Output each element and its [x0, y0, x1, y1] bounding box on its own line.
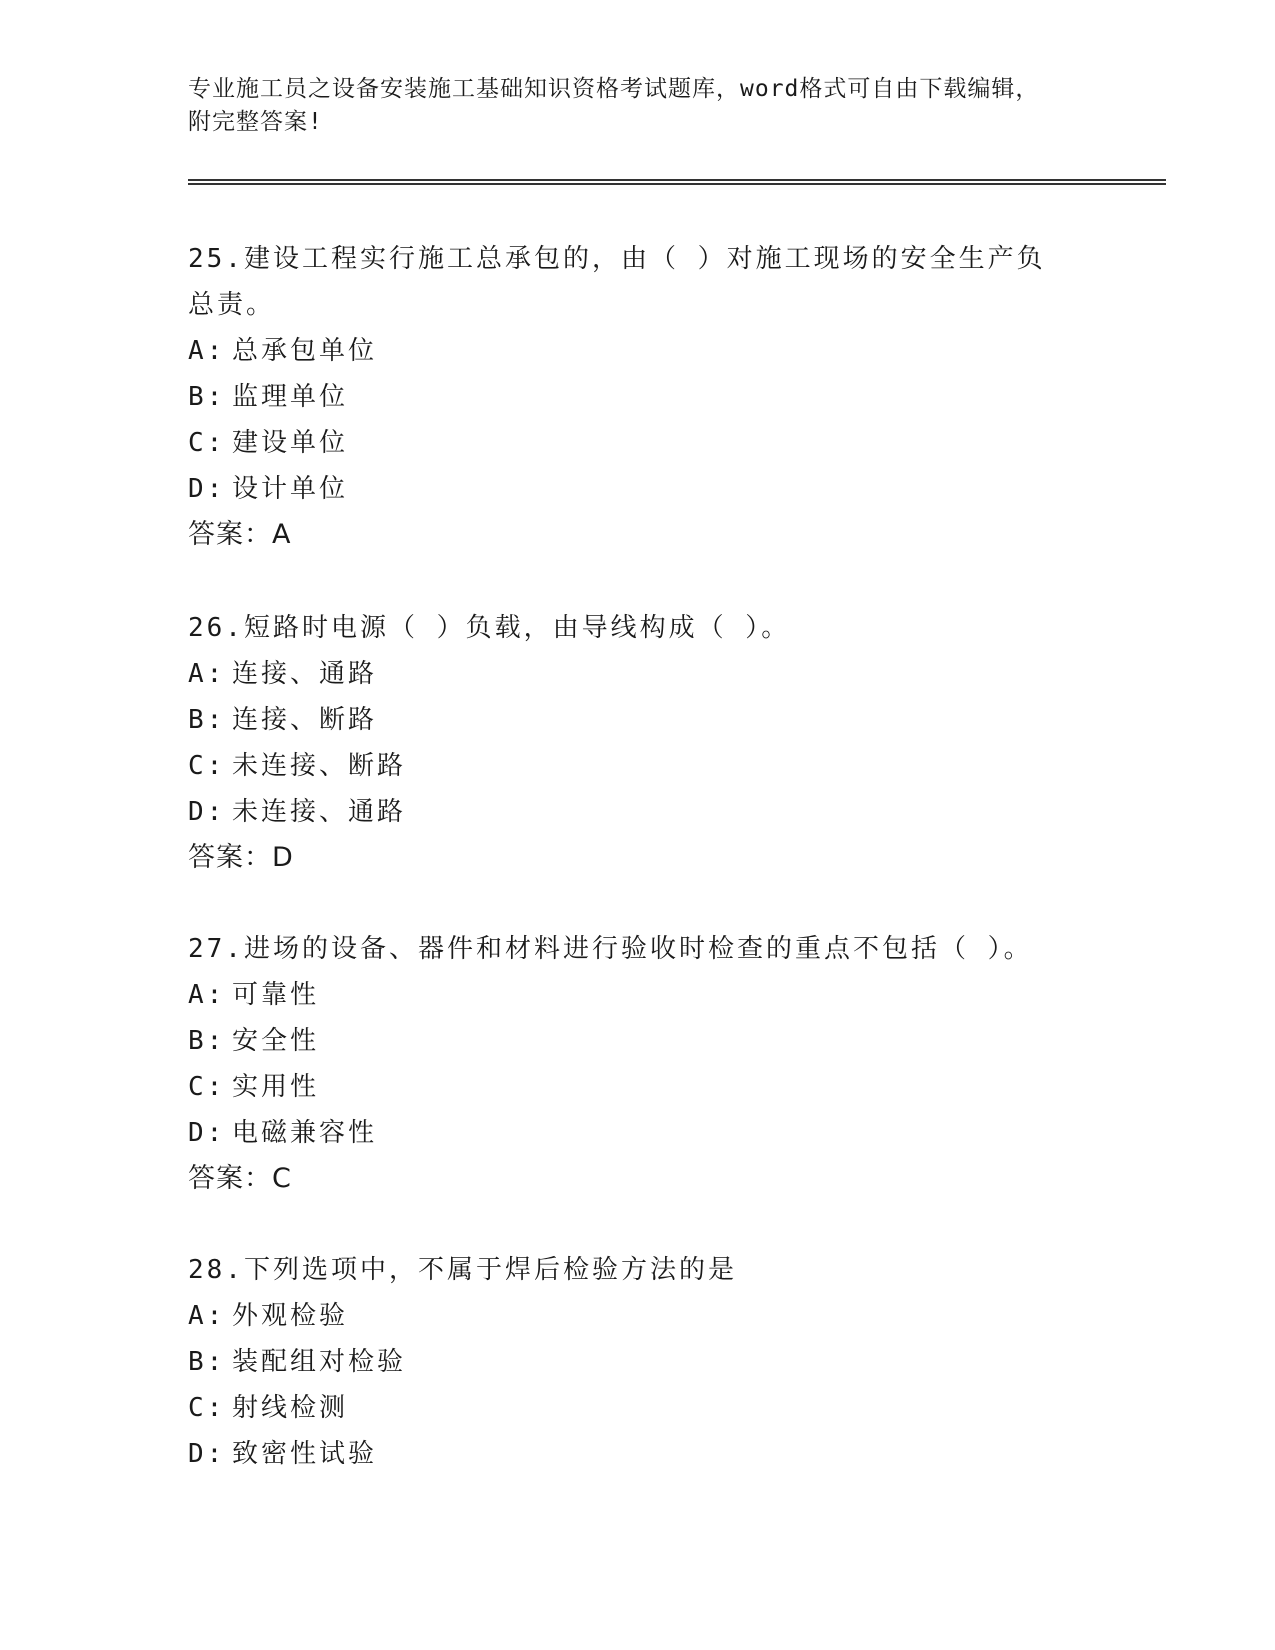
option-a [188, 1293, 1068, 1339]
option-d [188, 1110, 1068, 1156]
document-header [188, 73, 1068, 139]
option-text: 安全性 [232, 1026, 320, 1056]
option-a [188, 972, 1068, 1018]
answer: 答案：A [188, 519, 292, 550]
option-text: 连接、断路 [232, 705, 378, 735]
option-text: 可靠性 [232, 980, 320, 1010]
header-divider-bottom [188, 183, 1166, 185]
option-letter: A: [188, 336, 226, 366]
option-text: 致密性试验 [232, 1439, 378, 1469]
option-b [188, 697, 1068, 743]
option-c [188, 1385, 1068, 1431]
option-d [188, 789, 1068, 835]
header-line-1: 专业施工员之设备安装施工基础知识资格考试题库，word格式可自由下载编辑， [188, 76, 1040, 102]
option-b [188, 374, 1068, 420]
option-text: 射线检测 [232, 1393, 349, 1423]
question-27 [188, 926, 1068, 1202]
question-26 [188, 605, 1068, 881]
option-text: 装配组对检验 [232, 1347, 407, 1377]
header-line-2: 附完整答案! [188, 109, 323, 135]
option-letter: B: [188, 382, 226, 412]
question-stem: 27.进场的设备、器件和材料进行验收时检查的重点不包括（ ）。 [188, 934, 1033, 964]
option-c [188, 420, 1068, 466]
option-text: 监理单位 [232, 382, 349, 412]
option-text: 连接、通路 [232, 659, 378, 689]
option-text: 实用性 [232, 1072, 320, 1102]
option-letter: D: [188, 1439, 226, 1469]
option-text: 未连接、通路 [232, 797, 407, 827]
option-d [188, 466, 1068, 512]
option-letter: D: [188, 474, 226, 504]
option-letter: C: [188, 751, 226, 781]
option-text: 总承包单位 [232, 336, 378, 366]
option-c [188, 1064, 1068, 1110]
option-letter: C: [188, 428, 226, 458]
question-stem: 28.下列选项中，不属于焊后检验方法的是 [188, 1255, 737, 1285]
question-25 [188, 236, 1068, 558]
option-letter: B: [188, 1026, 226, 1056]
question-28 [188, 1247, 1068, 1477]
answer: 答案：C [188, 1163, 292, 1194]
option-d [188, 1431, 1068, 1477]
question-stem: 26.短路时电源（ ）负载，由导线构成（ ）。 [188, 613, 791, 643]
question-stem: 25.建设工程实行施工总承包的，由（ ）对施工现场的安全生产负总责。 [188, 244, 1046, 320]
option-letter: A: [188, 1301, 226, 1331]
option-letter: A: [188, 980, 226, 1010]
option-b [188, 1018, 1068, 1064]
option-letter: B: [188, 1347, 226, 1377]
option-a [188, 651, 1068, 697]
answer: 答案：D [188, 842, 294, 873]
option-text: 外观检验 [232, 1301, 349, 1331]
option-c [188, 743, 1068, 789]
option-a [188, 328, 1068, 374]
option-letter: D: [188, 1118, 226, 1148]
option-text: 电磁兼容性 [232, 1118, 378, 1148]
option-letter: D: [188, 797, 226, 827]
option-b [188, 1339, 1068, 1385]
option-text: 设计单位 [232, 474, 349, 504]
option-letter: B: [188, 705, 226, 735]
option-letter: C: [188, 1072, 226, 1102]
option-letter: A: [188, 659, 226, 689]
option-text: 未连接、断路 [232, 751, 407, 781]
option-letter: C: [188, 1393, 226, 1423]
header-divider-top [188, 179, 1166, 181]
option-text: 建设单位 [232, 428, 349, 458]
